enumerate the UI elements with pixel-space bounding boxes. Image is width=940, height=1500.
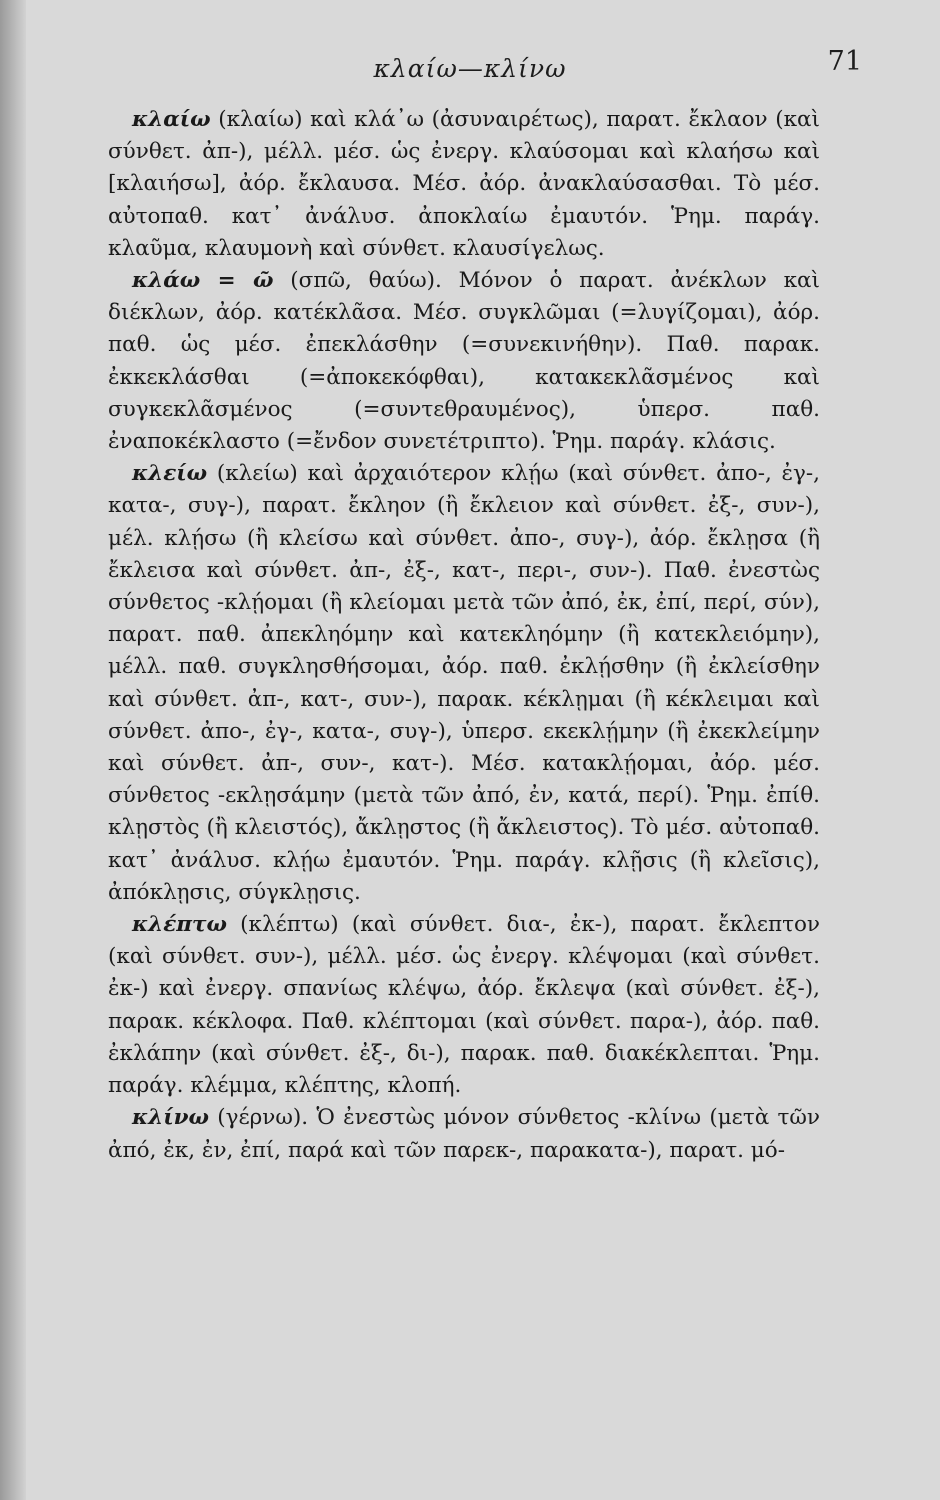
- entry-lemma: κλίνω: [132, 1105, 209, 1131]
- entry-klao: [108, 265, 820, 458]
- entry-body: (σπῶ, θαύω). Μόνον ὁ παρατ. ἀνέκλων καὶ διέκλων, ἀόρ. κατέκλᾶσα. Μέσ. συγκλῶμαι (=λυγίζομαι), ἀόρ. παθ. ὡς μέσ. ἐπεκλάσθην (=συνεκινήθην). Παθ. παρακ. ἐκκεκλάσθαι (=ἀποκεκόφθαι), κατακεκλᾶσμένος καὶ συγκεκλᾶσμένος (=συντεθραυμένος), ὑπερσ. παθ. ἐναποκέκλαστο (=ἔνδον συνετέτριπτο). Ῥημ. παράγ. κλάσις.: [108, 268, 820, 455]
- entry-body: (κλαίω) καὶ κλά᾽ω (ἀσυναιρέτως), παρατ. ἔκλαον (καὶ σύνθετ. ἀπ-), μέλλ. μέσ. ὡς ἐνεργ. κλαύσομαι καὶ κλαήσω καὶ [κλαιήσω], ἀόρ. ἔκλαυσα. Μέσ. ἀόρ. ἀνακλαύσασθαι. Τὸ μέσ. αὐτοπαθ. κατ᾽ ἀνάλυσ. ἀποκλαίω ἐμαυτόν. Ῥημ. παράγ. κλαῦμα, κλαυμονὴ καὶ σύνθετ. κλαυσίγελως.: [108, 107, 820, 261]
- page-number: 71: [827, 46, 862, 77]
- entry-body: (κλείω) καὶ ἀρχαιότερον κλῄω (καὶ σύνθετ. ἀπο-, ἐγ-, κατα-, συγ-), παρατ. ἔκληον (ἢ ἔκλειον καὶ σύνθετ. ἐξ-, συν-), μέλ. κλῄσω (ἢ κλείσω καὶ σύνθετ. ἀπο-, συγ-), ἀόρ. ἔκλῃσα (ἢ ἔκλεισα καὶ σύνθετ. ἀπ-, ἐξ-, κατ-, περι-, συν-). Παθ. ἐνεστὼς σύνθετος -κλῄομαι (ἢ κλείομαι μετὰ τῶν ἀπό, ἐκ, ἐπί, περί, σύν), παρατ. παθ. ἀπεκληόμην καὶ κατεκληόμην (ἢ κατεκλειόμην), μέλλ. παθ. συγκλησθήσομαι, ἀόρ. παθ. ἐκλῄσθην (ἢ ἐκλείσθην καὶ σύνθετ. ἀπ-, κατ-, συν-), παρακ. κέκλῃμαι (ἢ κέκλειμαι καὶ σύνθετ. ἀπο-, ἐγ-, κατα-, συγ-), ὑπερσ. εκεκλῄμην (ἢ ἐκεκλείμην καὶ σύνθετ. ἀπ-, συν-, κατ-). Μέσ. κατακλῄομαι, ἀόρ. μέσ. σύνθετος -εκλῃσάμην (μετὰ τῶν ἀπό, ἐν, κατά, περί). Ῥημ. ἐπίθ. κλῃστὸς (ἢ κλειστός), ἄκλῃστος (ἢ ἄκλειστος). Τὸ μέσ. αὐτοπαθ. κατ᾽ ἀνάλυσ. κλῄω ἐμαυτόν. Ῥημ. παράγ. κλῇσις (ἢ κλεῖσις), ἀπόκλῃσις, σύγκλῃσις.: [108, 461, 820, 905]
- running-head: κλαίω—κλίνω: [373, 54, 567, 83]
- dictionary-text: [108, 104, 820, 1167]
- entry-lemma: κλέπτω: [132, 912, 227, 938]
- page-binding-shadow: [0, 0, 26, 1500]
- entry-kleio: [108, 458, 820, 909]
- entry-lemma: κλαίω: [132, 107, 211, 132]
- entry-lemma: κλάω = ῶ: [132, 268, 274, 294]
- entry-klino: [108, 1102, 820, 1166]
- entry-klepto: [108, 909, 820, 1102]
- entry-lemma: κλείω: [132, 461, 208, 487]
- entry-body: (γέρνω). Ὁ ἐνεστὼς μόνον σύνθετος -κλίνω (μετὰ τῶν ἀπό, ἐκ, ἐν, ἐπί, παρά καὶ τῶν παρεκ-, παρακατα-), παρατ. μό-: [108, 1105, 821, 1163]
- entry-klaio: [108, 104, 820, 265]
- entry-body: (κλέπτω) (καὶ σύνθετ. δια-, ἐκ-), παρατ. ἔκλεπτον (καὶ σύνθετ. συν-), μέλλ. μέσ. ὡς ἐνεργ. κλέψομαι (καὶ σύνθετ. ἐκ-) καὶ ἐνεργ. σπανίως κλέψω, ἀόρ. ἔκλεψα (καὶ σύνθετ. ἐξ-), παρακ. κέκλοφα. Παθ. κλέπτομαι (καὶ σύνθετ. παρα-), ἀόρ. παθ. ἐκλάπην (καὶ σύνθετ. ἐξ-, δι-), παρακ. παθ. διακέκλεπται. Ῥημ. παράγ. κλέμμα, κλέπτης, κλοπή.: [108, 912, 820, 1099]
